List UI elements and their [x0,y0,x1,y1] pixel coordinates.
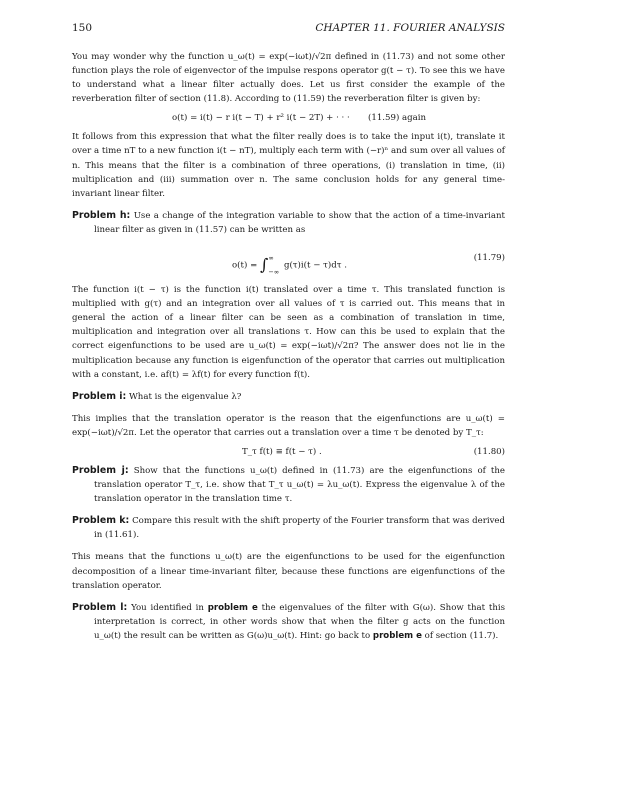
problem-label: Problem j: [72,464,129,476]
equation-expression [232,251,347,279]
problem-text: Show that the functions u_ω(t) defined in (11.73) are the eigenfunctions of the translation operator T_τ, i.e. show that T_τ u_ω(t) = λu_ω(t). Express the eigenvalue λ of the translation operator in the translation time τ. [94,465,505,505]
integral-sign: ∫ [260,254,269,274]
equation-label: (11.80) [473,446,505,457]
chapter-title: CHAPTER 11. FOURIER ANALYSIS [315,22,505,34]
paragraph-eigenfunctions: This means that the functions u_ω(t) are the eigenfunctions to be used for the eigenfunction decomposition of a linear time-invariant filter, because these functions are eigenfunctions of the translation operator. [72,552,505,591]
problem-l [72,601,505,643]
problem-label: Problem h: [72,209,131,221]
problem-text: You identified in [131,602,204,613]
problem-reference: problem e [372,630,422,641]
page-header [72,22,505,36]
page-number: 150 [72,22,93,34]
problem-label: Problem k: [72,515,130,527]
equation-label: (11.59) again [368,113,427,124]
paragraph-translation-operator: This implies that the translation operator is the reason that the eigenfunctions are u_ω(t) = exp(−iωt)/√2π. Let the operator that carries out a translation over a time τ be denoted by T_τ: [72,413,505,438]
problem-label: Problem l: [72,601,128,613]
equation-11-79 [72,237,505,283]
paragraph-filter-operations: It follows from this expression that what the filter really does is to take the input i(t), translate it over a time nT to a new function i(t − nT), multiply each term with (−r)ⁿ and sum over all values of n. This means that the filter is a combination of three operations, (i) translation in time, (ii) multiplication and (iii) summation over n. The same conclusion holds for any general time-invariant linear filter. [72,132,505,199]
problem-i [72,390,505,404]
equation-11-59 [72,106,505,130]
integral-upper-limit: ∞ [268,254,274,263]
paragraph-translation: The function i(t − τ) is the function i(t) translated over a time τ. This translated function is multiplied with g(τ) and an integration over all values of τ is carried out. This means that in general the action of a linear filter can be seen as a combination of translation in time, multiplication and integration over all translations τ. How can this be used to explain that the correct eigenfunctions to be used are u_ω(t) = exp(−iωt)/√2π? The answer does not lie in the multiplication because any function is eigenfunction of the operator that carries out multiplication with a constant, i.e. af(t) = λf(t) for every function f(t). [72,285,505,380]
integral-limits [268,251,279,279]
equation-lhs: o(t) = [232,260,258,271]
equation-expression: T_τ f(t) ≡ f(t − τ) . [242,446,322,457]
equation-expression: o(t) = i(t) − r i(t − T) + r² i(t − 2T) + · · · [172,113,350,124]
integral-lower-limit: −∞ [268,268,280,277]
problem-h [72,209,505,237]
problem-j [72,464,505,506]
problem-text: Use a change of the integration variable to show that the action of a time-invariant linear filter as given in (11.57) can be written as [94,210,506,235]
equation-11-80 [72,440,505,464]
problem-text: Compare this result with the shift property of the Fourier transform that was derived in (11.61). [94,516,506,541]
page-body [72,50,505,643]
problem-k [72,514,505,542]
problem-label: Problem i: [72,390,127,402]
integrand: g(τ)i(t − τ)dτ . [283,260,347,271]
paragraph-intro: You may wonder why the function u_ω(t) = exp(−iωt)/√2π defined in (11.73) and not some other function plays the role of eigenvector of the impulse respons operator g(t − τ). To see this we have to understand what a linear filter actually does. Let us first consider the example of the reverberation filter of section (11.8). According to (11.59) the reverberation filter is given by: [72,52,505,105]
equation-label: (11.79) [473,253,505,264]
problem-text: of section (11.7). [424,630,499,641]
problem-text: What is the eigenvalue λ? [128,391,242,402]
problem-reference: problem e [207,602,258,613]
problem-text: the eigenvalues of the filter with G(ω). Show that this interpretation is correct, in other words show that when the filter g acts on the function u_ω(t) the result can be written as G(ω)u_ω(t). Hint: go back to [94,602,506,641]
